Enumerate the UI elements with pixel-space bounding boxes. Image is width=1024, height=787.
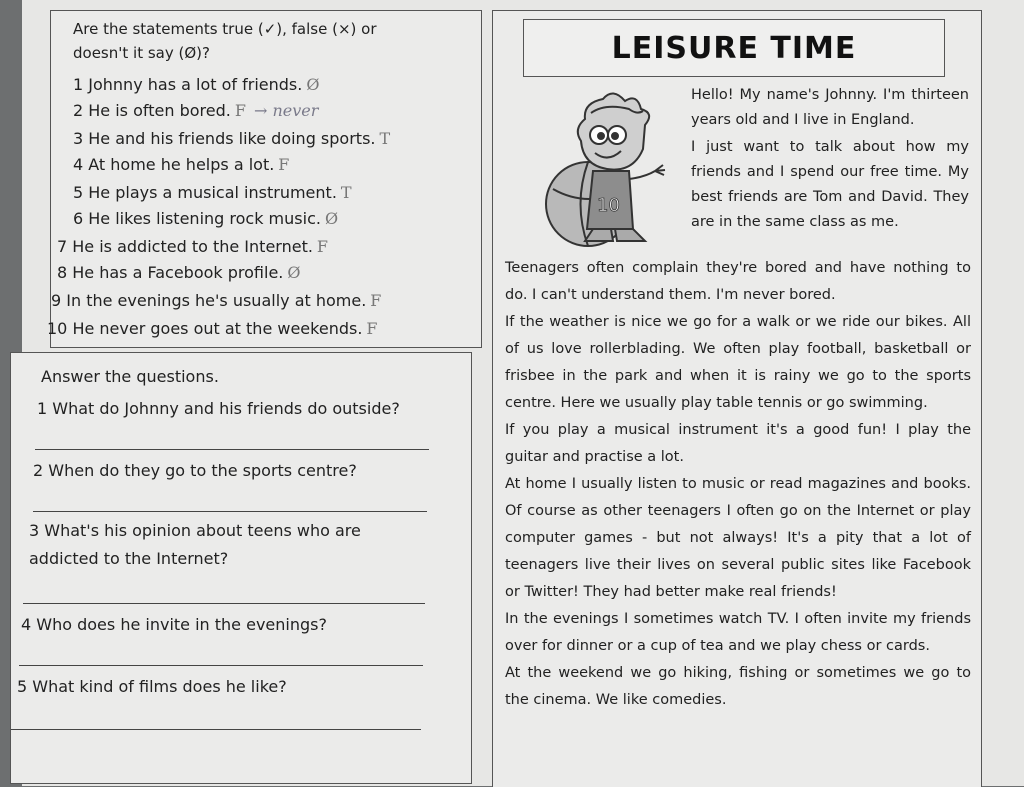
story-paragraph: In the evenings I sometimes watch TV. I often invite my friends over for dinner or a cup of tea and we play chess or cards. — [505, 611, 971, 654]
statements-title: Are the statements true (✓), false (×) or doesn't it say (Ø)? — [73, 20, 377, 62]
story-paragraph: At home I usually listen to music or read magazines and books. Of course as other teenagers I often go on the Internet or play computer games - but not always! It's a pity that a lot of teenagers live their lives on several public sites like Facebook or Twitter! They had better make real friends! — [505, 476, 971, 600]
statement-text: 4 At home he helps a lot. — [73, 155, 275, 174]
statements-panel — [47, 10, 482, 348]
intro-paragraph: Hello! My name's Johnny. I'm thirteen years old and I live in England. — [691, 87, 969, 128]
statement-item — [73, 129, 390, 148]
story-body — [505, 255, 971, 714]
story-paragraph: If the weather is nice we go for a walk or we ride our bikes. All of us love rollerblading. We often play football, basketball or frisbee in the park and when it is rainy we go to the sports centre. Here we usually play table tennis or go swimming. — [505, 314, 971, 411]
story-panel — [492, 10, 982, 787]
statement-answer: T — [379, 129, 391, 148]
statement-answer: T — [340, 183, 352, 202]
question-item: 3 What's his opinion about teens who are addicted to the Internet? — [29, 521, 361, 568]
statement-answer: Ø — [287, 263, 301, 282]
statement-item — [73, 75, 319, 94]
statement-text: 3 He and his friends like doing sports. — [73, 129, 376, 148]
statement-answer: Ø — [306, 75, 320, 94]
story-paragraph: At the weekend we go hiking, fishing or sometimes we go to the cinema. We like comedies. — [505, 665, 971, 708]
statement-answer: F — [234, 101, 246, 120]
statement-text: 6 He likes listening rock music. — [73, 209, 321, 228]
answer-line[interactable] — [23, 603, 425, 604]
intro-paragraph: I just want to talk about how my friends and I spend our free time. My best friends are Tom and David. They are in the same class as me. — [691, 139, 969, 230]
story-paragraph: Teenagers often complain they're bored and have nothing to do. I can't understand them. I'm never bored. — [505, 260, 971, 303]
statement-item — [73, 155, 289, 174]
statement-note: → never — [253, 101, 319, 120]
svg-text:10: 10 — [597, 195, 620, 216]
question-item: 4 Who does he invite in the evenings? — [21, 615, 327, 634]
question-item: 1 What do Johnny and his friends do outside? — [37, 399, 400, 418]
question-item: 2 When do they go to the sports centre? — [33, 461, 357, 480]
statement-answer: F — [370, 291, 382, 310]
boy-with-basketball-illustration — [533, 89, 683, 249]
statement-text: 1 Johnny has a lot of friends. — [73, 75, 303, 94]
statement-item — [47, 319, 378, 338]
statement-item — [73, 101, 318, 120]
statement-answer: F — [278, 155, 290, 174]
statement-text: 8 He has a Facebook profile. — [57, 263, 284, 282]
statement-item — [57, 237, 328, 256]
statement-text: 7 He is addicted to the Internet. — [57, 237, 313, 256]
questions-panel — [10, 352, 472, 784]
story-paragraph: If you play a musical instrument it's a good fun! I play the guitar and practise a lot. — [505, 422, 971, 465]
statement-text: 5 He plays a musical instrument. — [73, 183, 337, 202]
statement-answer: F — [366, 319, 378, 338]
statement-text: 10 He never goes out at the weekends. — [47, 319, 363, 338]
answer-line[interactable] — [19, 665, 423, 666]
statement-text: 2 He is often bored. — [73, 101, 231, 120]
statement-item — [51, 291, 381, 310]
story-title-box — [523, 19, 945, 77]
story-title: LEISURE TIME — [611, 30, 857, 66]
story-intro — [691, 83, 969, 237]
answer-line[interactable] — [35, 449, 429, 450]
statement-text: 9 In the evenings he's usually at home. — [51, 291, 367, 310]
statement-answer: F — [316, 237, 329, 256]
questions-title: Answer the questions. — [41, 367, 219, 386]
question-item: 5 What kind of films does he like? — [17, 677, 287, 696]
answer-line[interactable] — [33, 511, 427, 512]
statement-item — [73, 183, 352, 202]
statement-item — [57, 263, 301, 282]
answer-line[interactable] — [11, 729, 421, 730]
statement-item — [73, 209, 338, 228]
statement-answer: Ø — [324, 209, 339, 228]
